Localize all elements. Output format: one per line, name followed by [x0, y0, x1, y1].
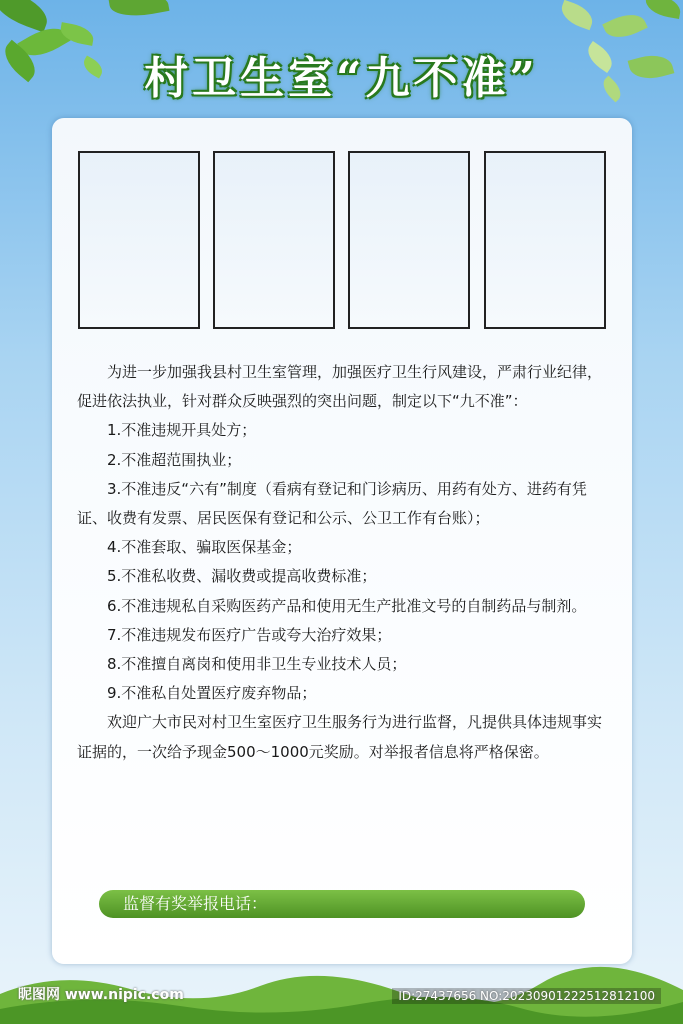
hotline-bar: 监督有奖举报电话：	[99, 890, 585, 918]
photo-slot-1	[78, 151, 200, 329]
intro-paragraph: 为进一步加强我县村卫生室管理，加强医疗卫生行风建设，严肃行业纪律，促进依法执业，针对群众反映强烈的突出问题，制定以下“九不准”：	[77, 363, 603, 411]
photo-slot-3	[348, 151, 470, 329]
photo-slot-2	[213, 151, 335, 329]
rule-item: 3.不准违反“六有”制度（看病有登记和门诊病历、用药有处方、进药有凭证、收费有发票、居民医保有登记和公示、公卫工作有台账）；	[77, 479, 587, 528]
content-panel	[52, 118, 632, 964]
rule-item: 8.不准擅自离岗和使用非卫生专业技术人员；	[107, 655, 407, 674]
rule-item: 5.不准私收费、漏收费或提高收费标准；	[107, 567, 377, 586]
rule-item: 6.不准违规私自采购医药产品和使用无生产批准文号的自制药品与制剂。	[107, 596, 587, 615]
watermark-site: 昵图网 www.nipic.com	[18, 987, 184, 1003]
rule-item: 9.不准私自处置医疗废弃物品；	[107, 684, 317, 703]
rule-item: 2.不准超范围执业；	[107, 450, 242, 469]
rule-item: 4.不准套取、骗取医保基金；	[107, 538, 302, 557]
rule-item: 7.不准违规发布医疗广告或夸大治疗效果；	[107, 625, 392, 644]
regulation-text	[77, 358, 607, 767]
closing-paragraph: 欢迎广大市民对村卫生室医疗卫生服务行为进行监督，凡提供具体违规事实证据的，一次给予现金500～1000元奖励。对举报者信息将严格保密。	[77, 713, 603, 761]
rule-item: 1.不准违规开具处方；	[107, 421, 257, 440]
watermark-id: ID:27437656 NO:20230901222512812100	[392, 988, 661, 1004]
poster-title: 村卫生室“九不准”	[144, 53, 539, 104]
photo-slot-4	[484, 151, 606, 329]
